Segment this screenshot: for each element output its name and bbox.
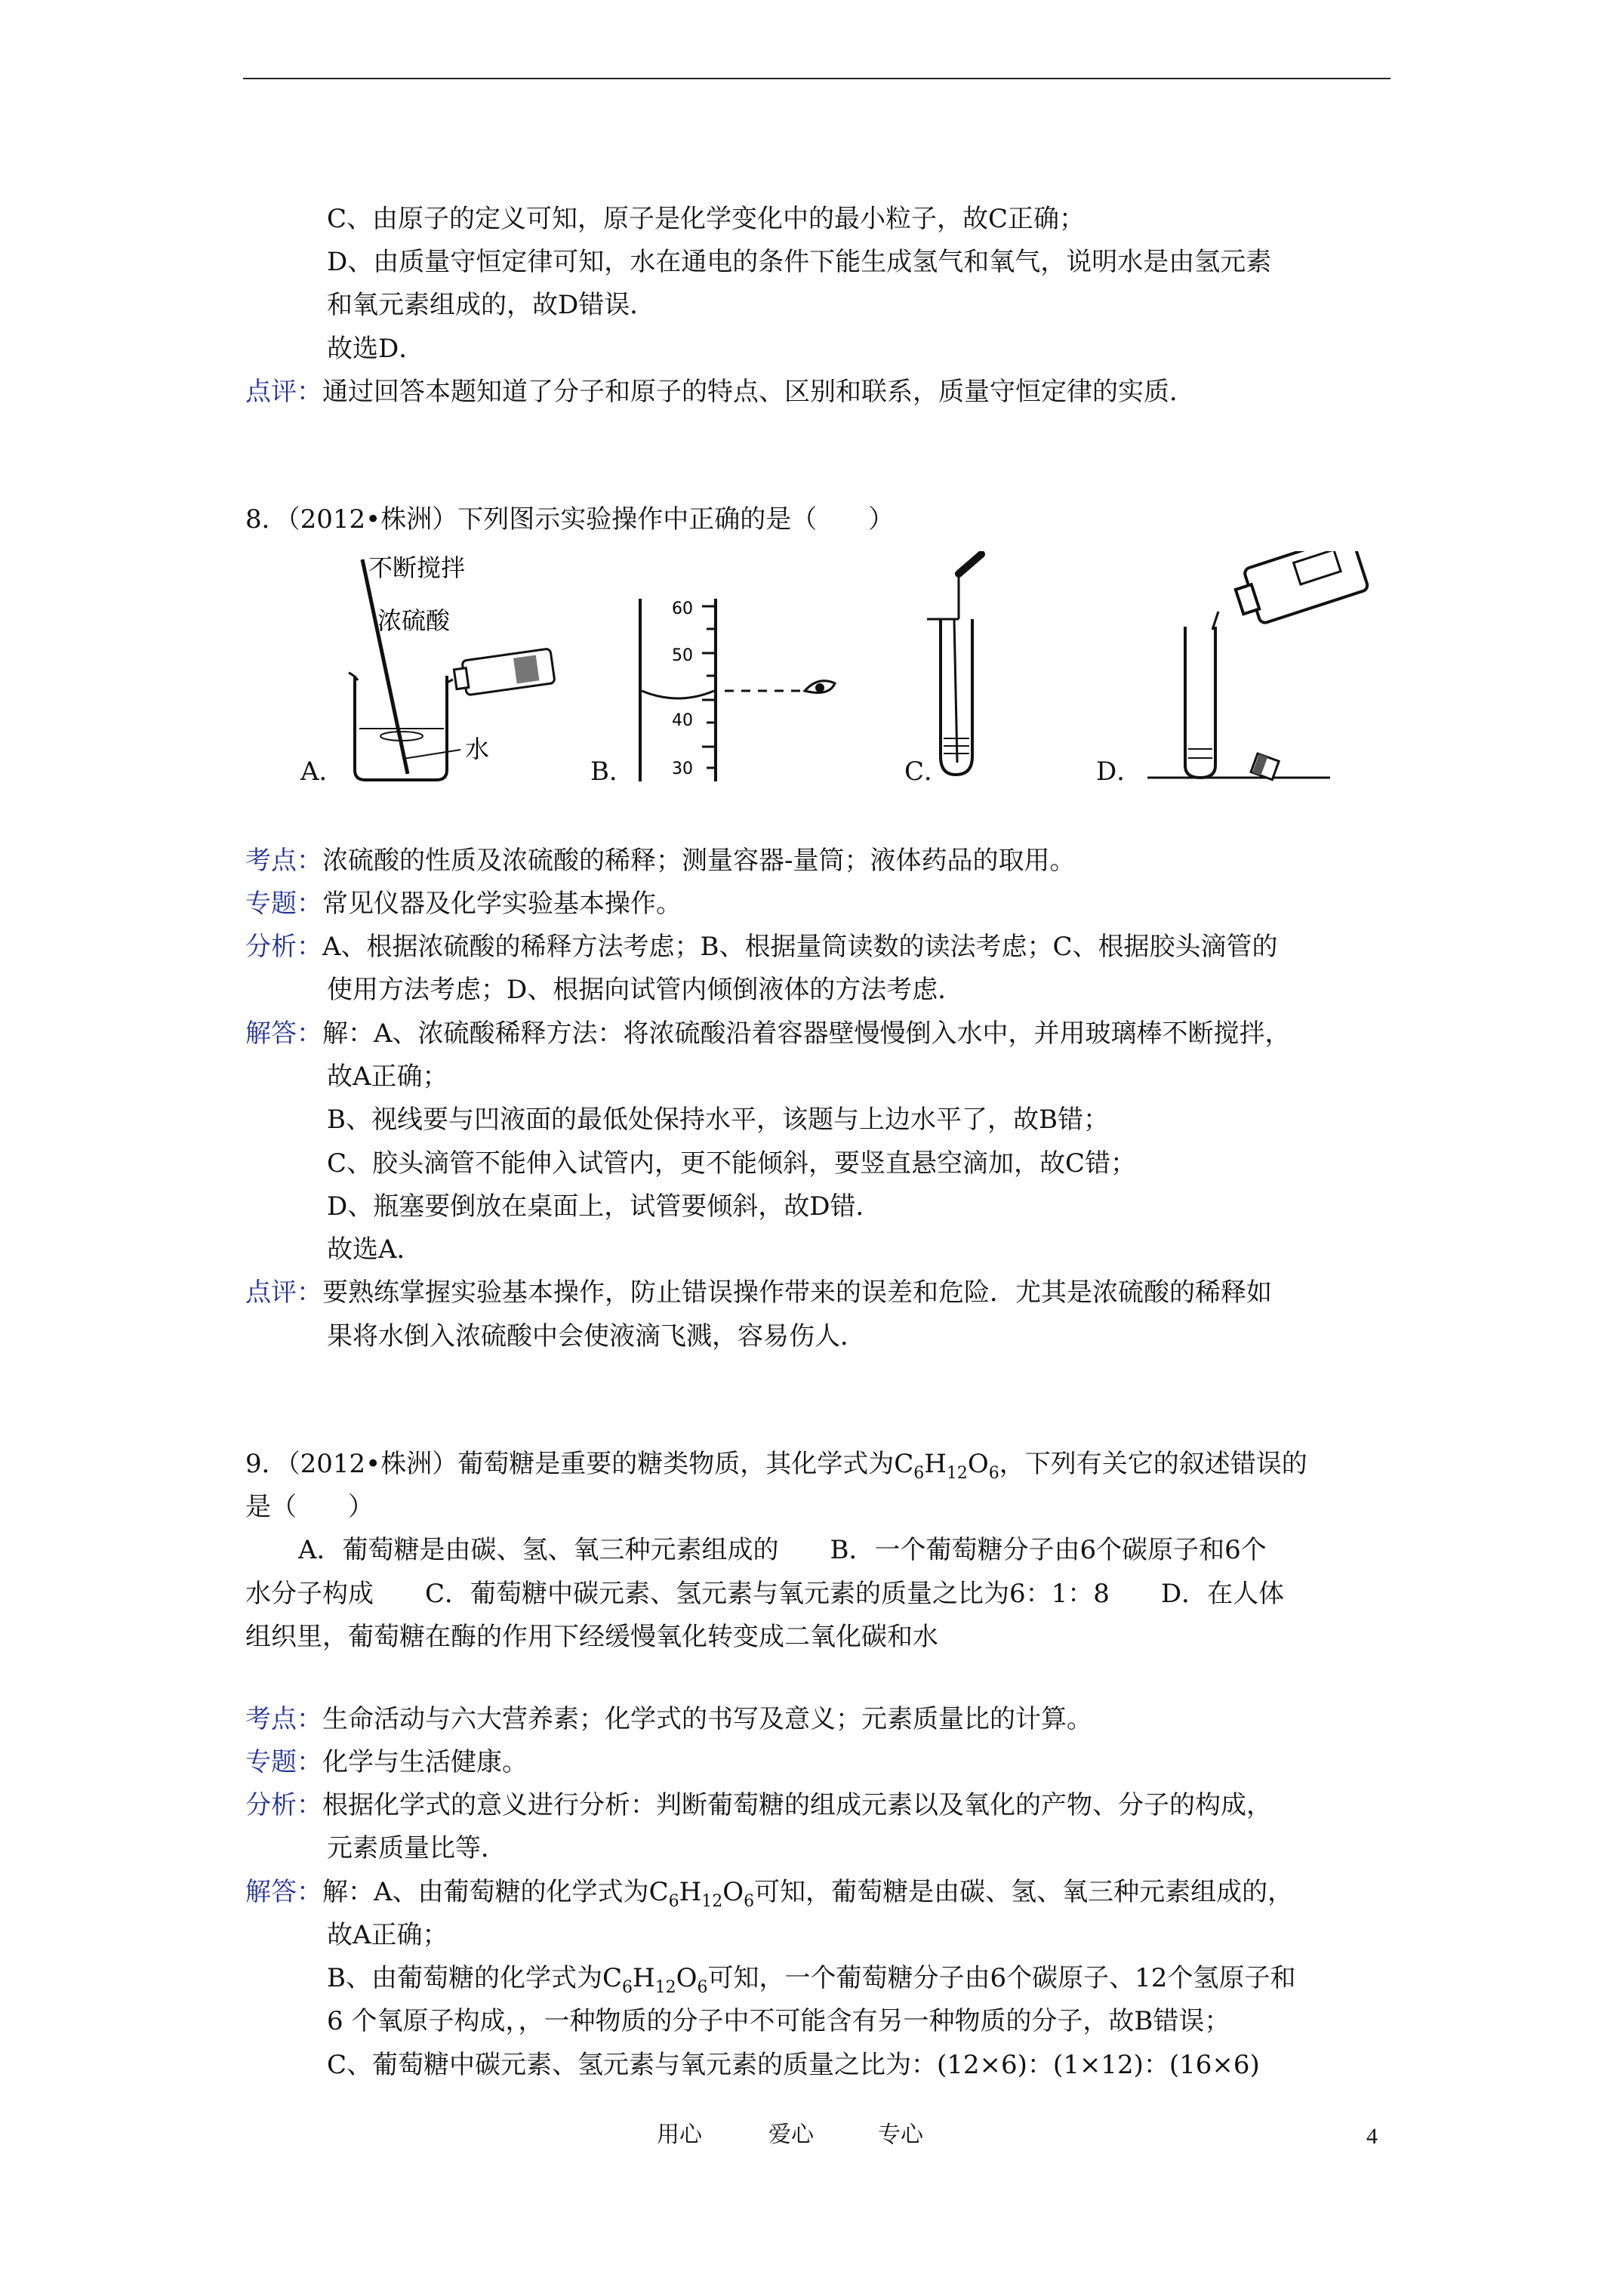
glucose-formula: $C_6H_{12}O_6$ <box>602 1963 708 1997</box>
q8-figure-c <box>904 551 1010 785</box>
q8-jieda-5: D、瓶塞要倒放在桌面上，试管要倾斜，故D错． <box>327 1191 882 1222</box>
label-water: 水 <box>465 735 490 763</box>
prev-answer-c: C、由原子的定义可知，原子是化学变化中的最小粒子，故C正确； <box>327 204 1086 234</box>
q8-jieda-2: 故A正确； <box>327 1062 448 1092</box>
prev-review <box>245 374 1195 409</box>
test-tube <box>1185 627 1215 778</box>
q8-option-d: D． <box>1096 757 1143 787</box>
meniscus <box>642 691 714 698</box>
q9-fenxi: 分析：根据化学式的意义进行分析：判断葡萄糖的组成元素以及氧化的产物、分子的构成， <box>245 1790 1272 1820</box>
footer-word-3: 专心 <box>878 2122 923 2148</box>
tick-60: 60 <box>672 599 693 618</box>
q9-jieda: 解答：解：A、由葡萄糖的化学式为$C_6H_{12}O_6$可知，葡萄糖是由碳、氢、氧三种元素组成的， <box>245 1877 1294 1911</box>
q9-stem: 9．（2012•株洲）葡萄糖是重要的糖类物质，其化学式为$C_6H_{12}O_6$，下列有关它的叙述错误的 <box>245 1449 1307 1483</box>
q8-zhuanti: 专题：常见仪器及化学实验基本操作。 <box>245 889 682 919</box>
q8-figure-a <box>332 555 574 789</box>
q9-kaodian: 考点：生命活动与六大营养素；化学式的书写及意义；元素质量比的计算。 <box>245 1704 1092 1734</box>
q9-options-2: 水分子构成 C．葡萄糖中碳元素、氢元素与氧元素的质量之比为6：1：8 D．在人体 <box>245 1579 1285 1609</box>
q8-figure-b <box>625 593 844 789</box>
dropper-bulb <box>959 554 981 574</box>
q8-option-b: B． <box>590 757 635 787</box>
q8-option-a: A． <box>300 757 345 787</box>
q9-stem-cont: 是（ ） <box>245 1492 374 1522</box>
label-acid: 浓硫酸 <box>377 606 451 635</box>
glucose-formula: $C_6H_{12}O_6$ <box>648 1877 755 1911</box>
header-rule <box>243 78 1390 79</box>
q9-jieda-5: C、葡萄糖中碳元素、氢元素与氧元素的质量之比为：(12×6)：(1×12)：(16×6) <box>327 2050 1260 2080</box>
review-text: 通过回答本题知道了分子和原子的特点、区别和联系，质量守恒定律的实质． <box>322 377 1195 407</box>
q9-jieda-2: 故A正确； <box>327 1920 448 1950</box>
glass-rod <box>362 559 408 774</box>
q8-jieda: 解答：解：A、浓硫酸稀释方法：将浓硫酸沿着容器壁慢慢倒入水中，并用玻璃棒不断搅拌， <box>245 1019 1291 1049</box>
q9-jieda-4: 6 个氧原子构成，，一种物质的分子中不可能含有另一种物质的分子，故B错误； <box>327 2006 1230 2036</box>
footer-word-2: 爱心 <box>768 2122 814 2148</box>
prev-choice: 故选D． <box>327 334 425 364</box>
page-number: 4 <box>1366 2124 1378 2149</box>
q9-fenxi-cont: 元素质量比等． <box>327 1833 507 1863</box>
reagent-bottle <box>1230 551 1369 628</box>
q8-jieda-6: 故选A． <box>327 1234 423 1265</box>
acid-bottle <box>453 649 555 697</box>
q8-jieda-4: C、胶头滴管不能伸入试管内，更不能倾斜，要竖直悬空滴加，故C错； <box>327 1148 1137 1179</box>
glucose-formula: $C_6H_{12}O_6$ <box>894 1449 999 1483</box>
q8-kaodian: 考点：浓硫酸的性质及浓硫酸的稀释；测量容器-量筒；液体药品的取用。 <box>245 846 1076 876</box>
q9-zhuanti: 专题：化学与生活健康。 <box>245 1747 528 1777</box>
q8-jieda-3: B、视线要与凹液面的最低处保持水平，该题与上边水平了，故B错； <box>327 1105 1109 1135</box>
label-stir: 不断搅拌 <box>368 555 466 582</box>
footer-word-1: 用心 <box>657 2122 702 2148</box>
q8-fenxi-cont: 使用方法考虑；D、根据向试管内倾倒液体的方法考虑． <box>327 975 964 1005</box>
prev-answer-d-cont: 和氧元素组成的，故D错误． <box>327 290 656 320</box>
q8-dianping-cont: 果将水倒入浓硫酸中会使液滴飞溅，容易伤人． <box>327 1321 866 1351</box>
tick-40: 40 <box>672 711 693 730</box>
q9-jieda-3: B、由葡萄糖的化学式为$C_6H_{12}O_6$可知，一个葡萄糖分子由6个碳原子、12个氢原子和 <box>327 1963 1296 1997</box>
q8-option-c: C． <box>904 757 950 787</box>
tick-50: 50 <box>672 646 693 665</box>
q9-options-3: 组织里，葡萄糖在酶的作用下经缓慢氧化转变成二氧化碳和水 <box>245 1622 938 1652</box>
q9-options-1: A．葡萄糖是由碳、氢、氧三种元素组成的 B．一个葡萄糖分子由6个碳原子和6个 <box>298 1535 1267 1565</box>
q8-stem: 8．（2012•株洲）下列图示实验操作中正确的是（ ） <box>245 504 895 535</box>
q8-dianping: 点评：要熟练掌握实验基本操作，防止错误操作带来的误差和危险．尤其是浓硫酸的稀释如 <box>245 1277 1272 1308</box>
review-label: 点评： <box>245 377 322 407</box>
tick-30: 30 <box>672 760 693 778</box>
q8-fenxi: 分析：A、根据浓硫酸的稀释方法考虑；B、根据量筒读数的读法考虑；C、根据胶头滴管的 <box>245 932 1278 962</box>
stopper <box>1251 754 1279 780</box>
prev-answer-d: D、由质量守恒定律可知，水在通电的条件下能生成氢气和氧气，说明水是由氢元素 <box>327 247 1272 277</box>
q8-figure-d <box>1140 551 1381 785</box>
